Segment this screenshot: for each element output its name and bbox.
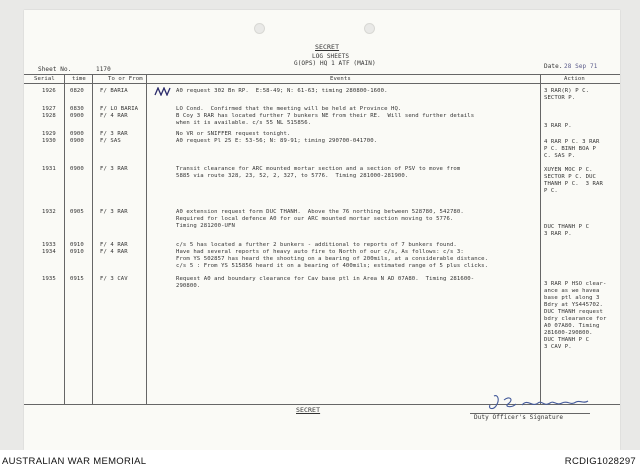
archive-footer [0,450,640,472]
row-action-line: 281600-290800. [544,330,593,336]
row-event-line: From YS 502857 has heard the shooting on a bearing of 200mils, at a considerable distance. [176,256,489,262]
row-to-from: F/ 3 RAR [100,131,128,137]
row-action-line: base ptl along 3 [544,295,600,301]
column-divider [146,74,147,404]
row-event-line: LO Cond. Confirmed that the meeting will be held at Province HQ. [176,106,402,112]
row-time: 0910 [70,242,84,248]
column-divider [92,74,93,404]
row-action-line: DUC THANH request [544,309,603,315]
row-action-line: THANH P C. 3 RAR [544,181,603,187]
punch-hole [254,23,265,34]
row-event-line: No VR or SNIFFER request tonight. [176,131,291,137]
row-event-line: A0 request 302 Bn RP. E:58-49; N: 61-63; timing 280800-1600. [176,88,388,94]
unit-name: G(OPS) HQ 1 ATF (MAIN) [294,60,376,67]
column-header-action: Action [564,76,585,82]
footer-right-text: RCDIG1028297 [564,456,636,467]
row-event-line: A0 request Pl 25 E: 53-56; N: 89-91; timing 290700-041700. [176,138,378,144]
row-serial: 1927 [42,106,56,112]
row-to-from: F/ 4 RAR [100,113,128,119]
row-to-from: F/ 3 RAR [100,209,128,215]
footer-left-text: AUSTRALIAN WAR MEMORIAL [2,456,147,467]
row-action-line: ance as we havea [544,288,600,294]
row-to-from: F/ 4 RAR [100,242,128,248]
row-action-line: 4 RAR P C. 3 RAR [544,139,600,145]
row-time: 0900 [70,131,84,137]
row-action-line: Bdry at YS445702. [544,302,603,308]
row-event-line: B Coy 3 RAR has located further 7 bunkers NE from their RE. Will send further details [176,113,475,119]
row-time: 0900 [70,113,84,119]
row-action-line: 3 CAV P. [544,344,572,350]
table-top-rule [24,74,620,75]
row-event-line: Have had several reports of heavy auto fire to North of our c/s, As follows: c/s 3: [176,249,464,255]
row-serial: 1934 [42,249,56,255]
row-event-line: Request A0 and boundary clearance for Cav base ptl in Area N AD 07A80. Timing 281600- [176,276,475,282]
row-serial: 1931 [42,166,56,172]
row-serial: 1926 [42,88,56,94]
row-event-line: 5885 via route 328, 23, 52, 2, 327, to 5776. Timing 281000-281900. [176,173,409,179]
row-serial: 1935 [42,276,56,282]
row-time: 0900 [70,138,84,144]
row-serial: 1928 [42,113,56,119]
row-action-line: A0 07A80. Timing [544,323,600,329]
sheet-no: 1170 [96,66,111,73]
row-time: 0915 [70,276,84,282]
row-time: 0900 [70,166,84,172]
row-serial: 1933 [42,242,56,248]
row-action-line: DUC THANH P C [544,337,590,343]
scribble-mark-icon [154,87,174,96]
row-serial: 1930 [42,138,56,144]
column-divider [540,74,541,404]
punch-hole [364,23,375,34]
row-action-line: 3 RAR P. [544,123,572,129]
handwritten-signature-icon [484,392,594,414]
row-action-line: XUYEN MOC P C. [544,167,593,173]
row-time: 0910 [70,249,84,255]
row-event-line: when it is available. c/s 55 NL 515856. [176,120,312,126]
row-time: 0820 [70,88,84,94]
row-to-from: F/ 3 RAR [100,166,128,172]
row-action-line: P C. BINH BOA P [544,146,597,152]
sheet-title: LOG SHEETS [312,53,350,60]
date-label: Date. [544,63,563,70]
column-header-events: Events [330,76,351,82]
row-action-line: SECTOR P C. DUC [544,174,597,180]
row-to-from: F/ LO BARIA [100,106,139,112]
secret-marking-bottom: SECRET [296,406,321,414]
column-header-time: time [72,76,86,82]
row-event-line: c/s 5 has located a further 2 bunkers - additional to reports of 7 bunkers found. [176,242,457,248]
signature-label: Duty Officer's Signature [474,414,564,421]
column-header-serial: Serial [34,76,55,82]
row-event-line: Timing 281200-UFN [176,223,235,229]
row-time: 0905 [70,209,84,215]
row-event-line: c/s 5 : From YS 515856 heard it on a bearing of 400mils; estimated range of 5 plus clicks. [176,263,489,269]
row-serial: 1929 [42,131,56,137]
row-event-line: A0 extension request form DUC THANH. Above the 76 northing between 528780, 542780. [176,209,464,215]
date-value: 28 Sep 71 [564,63,598,70]
row-event-line: Required for local defence A0 for our ARC mounted mortar section moving to 5776. [176,216,454,222]
row-action-line: 3 RAR P HSO clear- [544,281,607,287]
row-action-line: SECTOR P. [544,95,576,101]
row-serial: 1932 [42,209,56,215]
row-event-line: Transit clearance for ARC mounted mortar section and a section of PSV to move from [176,166,461,172]
column-divider [64,74,65,404]
row-time: 0830 [70,106,84,112]
row-to-from: F/ 4 RAR [100,249,128,255]
row-action-line: bdry clearance for [544,316,607,322]
table-header-rule [24,83,620,84]
column-header-to-from: To or From [108,76,143,82]
row-to-from: F/ BARIA [100,88,128,94]
row-action-line: C. SAS P. [544,153,576,159]
secret-marking-top: SECRET [315,43,340,51]
log-sheet [24,10,620,450]
row-to-from: F/ 3 CAV [100,276,128,282]
row-event-line: 290800. [176,283,201,289]
row-action-line: 3 RAR(R) P C. [544,88,590,94]
row-action-line: P C. [544,188,558,194]
row-action-line: 3 RAR P. [544,231,572,237]
row-action-line: DUC THANH P C [544,224,590,230]
sheet-no-label: Sheet No. [38,66,72,73]
row-to-from: F/ SAS [100,138,121,144]
